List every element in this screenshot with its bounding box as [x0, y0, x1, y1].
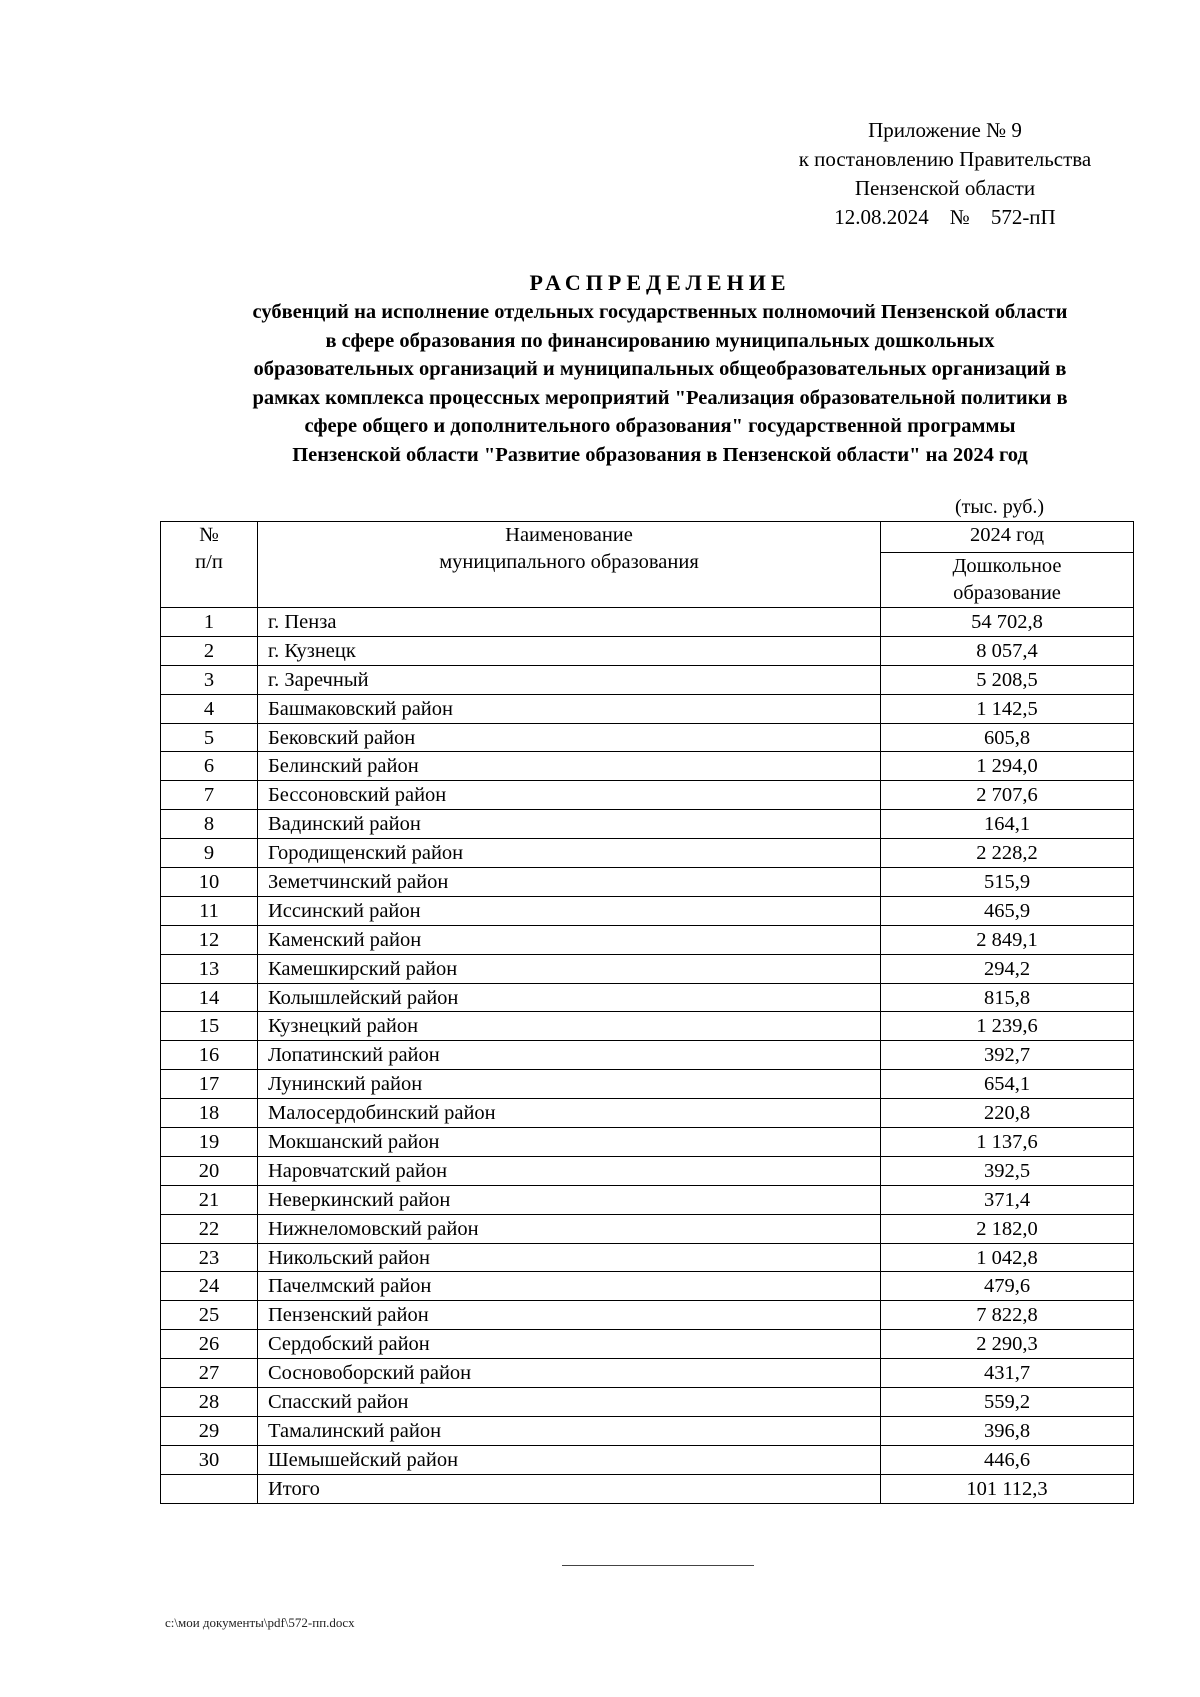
row-value: 164,1 [881, 810, 1134, 839]
row-name: Малосердобинский район [258, 1099, 881, 1128]
row-name: Лунинский район [258, 1070, 881, 1099]
row-value: 1 142,5 [881, 694, 1134, 723]
row-value: 1 294,0 [881, 752, 1134, 781]
header-resolution: к постановлению Правительства [798, 147, 1092, 171]
row-name: Земетчинский район [258, 868, 881, 897]
table-row [161, 1388, 1134, 1417]
table-row [161, 1099, 1134, 1128]
table-row [161, 954, 1134, 983]
row-number: 27 [161, 1359, 258, 1388]
table-row [161, 1445, 1134, 1474]
row-number: 10 [161, 868, 258, 897]
table-row [161, 608, 1134, 637]
footer-file-path: c:\мои документы\pdf\572-пп.docx [165, 1615, 355, 1630]
row-number: 28 [161, 1388, 258, 1417]
table-row [161, 1359, 1134, 1388]
header-preschool-l2: образование [953, 582, 1061, 604]
row-name: Кузнецкий район [258, 1012, 881, 1041]
row-name: Бессоновский район [258, 781, 881, 810]
row-value: 559,2 [881, 1388, 1134, 1417]
row-value: 7 822,8 [881, 1301, 1134, 1330]
row-value: 392,5 [881, 1156, 1134, 1185]
row-number: 25 [161, 1301, 258, 1330]
row-name: Шемышейский район [258, 1445, 881, 1474]
table-row [161, 1243, 1134, 1272]
row-value: 294,2 [881, 954, 1134, 983]
header-number-l1: № [199, 524, 219, 546]
row-number: 2 [161, 636, 258, 665]
document-header [760, 116, 1130, 232]
subtitle-line: образовательных организаций и муниципальных общеобразовательных организаций в [253, 358, 1067, 380]
header-name [258, 522, 881, 608]
row-number: 5 [161, 723, 258, 752]
table-row [161, 896, 1134, 925]
row-name: Иссинский район [258, 896, 881, 925]
row-number: 24 [161, 1272, 258, 1301]
table-row [161, 1012, 1134, 1041]
document-title: РАСПРЕДЕЛЕНИЕ [529, 270, 791, 295]
units-label: (тыс. руб.) [955, 496, 1045, 518]
table-row [161, 1070, 1134, 1099]
row-value: 431,7 [881, 1359, 1134, 1388]
row-number: 8 [161, 810, 258, 839]
row-value: 371,4 [881, 1185, 1134, 1214]
document-subtitle [150, 298, 1170, 469]
distribution-table [160, 521, 1134, 1504]
header-number-l2: п/п [195, 551, 223, 573]
table-row [161, 1272, 1134, 1301]
row-number: 16 [161, 1041, 258, 1070]
row-name: Тамалинский район [258, 1416, 881, 1445]
row-name: Пачелмский район [258, 1272, 881, 1301]
row-number: 15 [161, 1012, 258, 1041]
row-number: 12 [161, 925, 258, 954]
row-name: Белинский район [258, 752, 881, 781]
row-number: 3 [161, 665, 258, 694]
header-name-l1: Наименование [505, 524, 633, 546]
row-name: Сердобский район [258, 1330, 881, 1359]
header-preschool-l1: Дошкольное [952, 555, 1062, 577]
row-value: 2 849,1 [881, 925, 1134, 954]
header-name-l2: муниципального образования [439, 551, 699, 573]
row-name: Мокшанский район [258, 1128, 881, 1157]
row-value: 2 182,0 [881, 1214, 1134, 1243]
row-name: г. Кузнецк [258, 636, 881, 665]
row-name: г. Заречный [258, 665, 881, 694]
row-value: 220,8 [881, 1099, 1134, 1128]
row-number: 29 [161, 1416, 258, 1445]
row-number: 14 [161, 983, 258, 1012]
row-number: 9 [161, 839, 258, 868]
row-name: Наровчатский район [258, 1156, 881, 1185]
total-value: 101 112,3 [881, 1474, 1134, 1503]
row-name: Каменский район [258, 925, 881, 954]
row-value: 1 239,6 [881, 1012, 1134, 1041]
row-number: 23 [161, 1243, 258, 1272]
row-value: 8 057,4 [881, 636, 1134, 665]
table-row [161, 1185, 1134, 1214]
header-appendix: Приложение № 9 [868, 118, 1022, 142]
row-number: 13 [161, 954, 258, 983]
row-name: Камешкирский район [258, 954, 881, 983]
header-year: 2024 год [881, 522, 1134, 553]
row-value: 54 702,8 [881, 608, 1134, 637]
table-row [161, 1330, 1134, 1359]
header-number [161, 522, 258, 608]
row-value: 1 137,6 [881, 1128, 1134, 1157]
row-value: 654,1 [881, 1070, 1134, 1099]
table-row [161, 1156, 1134, 1185]
table-row [161, 636, 1134, 665]
row-number: 7 [161, 781, 258, 810]
row-name: Вадинский район [258, 810, 881, 839]
subtitle-line: в сфере образования по финансированию муниципальных дошкольных [325, 329, 995, 352]
subtitle-line: субвенций на исполнение отдельных государственных полномочий Пензенской области [252, 301, 1068, 323]
row-name: Городищенский район [258, 839, 881, 868]
row-name: Нижнеломовский район [258, 1214, 881, 1243]
table-row [161, 723, 1134, 752]
table-row [161, 810, 1134, 839]
row-value: 392,7 [881, 1041, 1134, 1070]
row-name: Сосновоборский район [258, 1359, 881, 1388]
row-name: Неверкинский район [258, 1185, 881, 1214]
row-value: 396,8 [881, 1416, 1134, 1445]
subtitle-line: Пензенской области "Развитие образования в Пензенской области" на 2024 год [292, 443, 1028, 466]
row-number: 22 [161, 1214, 258, 1243]
table-row [161, 1041, 1134, 1070]
row-value: 2 290,3 [881, 1330, 1134, 1359]
row-number: 20 [161, 1156, 258, 1185]
row-name: Башмаковский район [258, 694, 881, 723]
table-row [161, 1416, 1134, 1445]
row-name: Никольский район [258, 1243, 881, 1272]
row-value: 2 228,2 [881, 839, 1134, 868]
table-row [161, 839, 1134, 868]
row-number: 17 [161, 1070, 258, 1099]
row-number: 18 [161, 1099, 258, 1128]
row-value: 465,9 [881, 896, 1134, 925]
row-value: 815,8 [881, 983, 1134, 1012]
row-number: 4 [161, 694, 258, 723]
subtitle-line: рамках комплекса процессных мероприятий "Реализация образовательной политики в [252, 386, 1068, 409]
row-value: 605,8 [881, 723, 1134, 752]
row-value: 515,9 [881, 868, 1134, 897]
row-value: 479,6 [881, 1272, 1134, 1301]
table-row [161, 781, 1134, 810]
table-row [161, 665, 1134, 694]
row-name: Пензенский район [258, 1301, 881, 1330]
subtitle-line: сфере общего и дополнительного образования" государственной программы [304, 415, 1016, 437]
row-value: 2 707,6 [881, 781, 1134, 810]
table-row [161, 694, 1134, 723]
header-region: Пензенской области [854, 176, 1036, 200]
table-row [161, 868, 1134, 897]
table-row [161, 1128, 1134, 1157]
total-number [161, 1474, 258, 1503]
header-date-number: 12.08.2024 № 572-пП [834, 205, 1056, 229]
header-preschool [881, 553, 1134, 608]
table-row [161, 1301, 1134, 1330]
row-number: 30 [161, 1445, 258, 1474]
table-row [161, 983, 1134, 1012]
row-number: 19 [161, 1128, 258, 1157]
row-number: 11 [161, 896, 258, 925]
separator-line [562, 1565, 754, 1566]
row-name: Колышлейский район [258, 983, 881, 1012]
row-value: 446,6 [881, 1445, 1134, 1474]
row-number: 1 [161, 608, 258, 637]
row-name: г. Пенза [258, 608, 881, 637]
table-row [161, 925, 1134, 954]
row-number: 26 [161, 1330, 258, 1359]
row-value: 1 042,8 [881, 1243, 1134, 1272]
row-name: Спасский район [258, 1388, 881, 1417]
total-row [161, 1474, 1134, 1503]
row-name: Бековский район [258, 723, 881, 752]
table-row [161, 752, 1134, 781]
table-row [161, 1214, 1134, 1243]
total-label: Итого [258, 1474, 881, 1503]
row-number: 6 [161, 752, 258, 781]
table-body [161, 608, 1134, 1504]
row-name: Лопатинский район [258, 1041, 881, 1070]
row-number: 21 [161, 1185, 258, 1214]
row-value: 5 208,5 [881, 665, 1134, 694]
